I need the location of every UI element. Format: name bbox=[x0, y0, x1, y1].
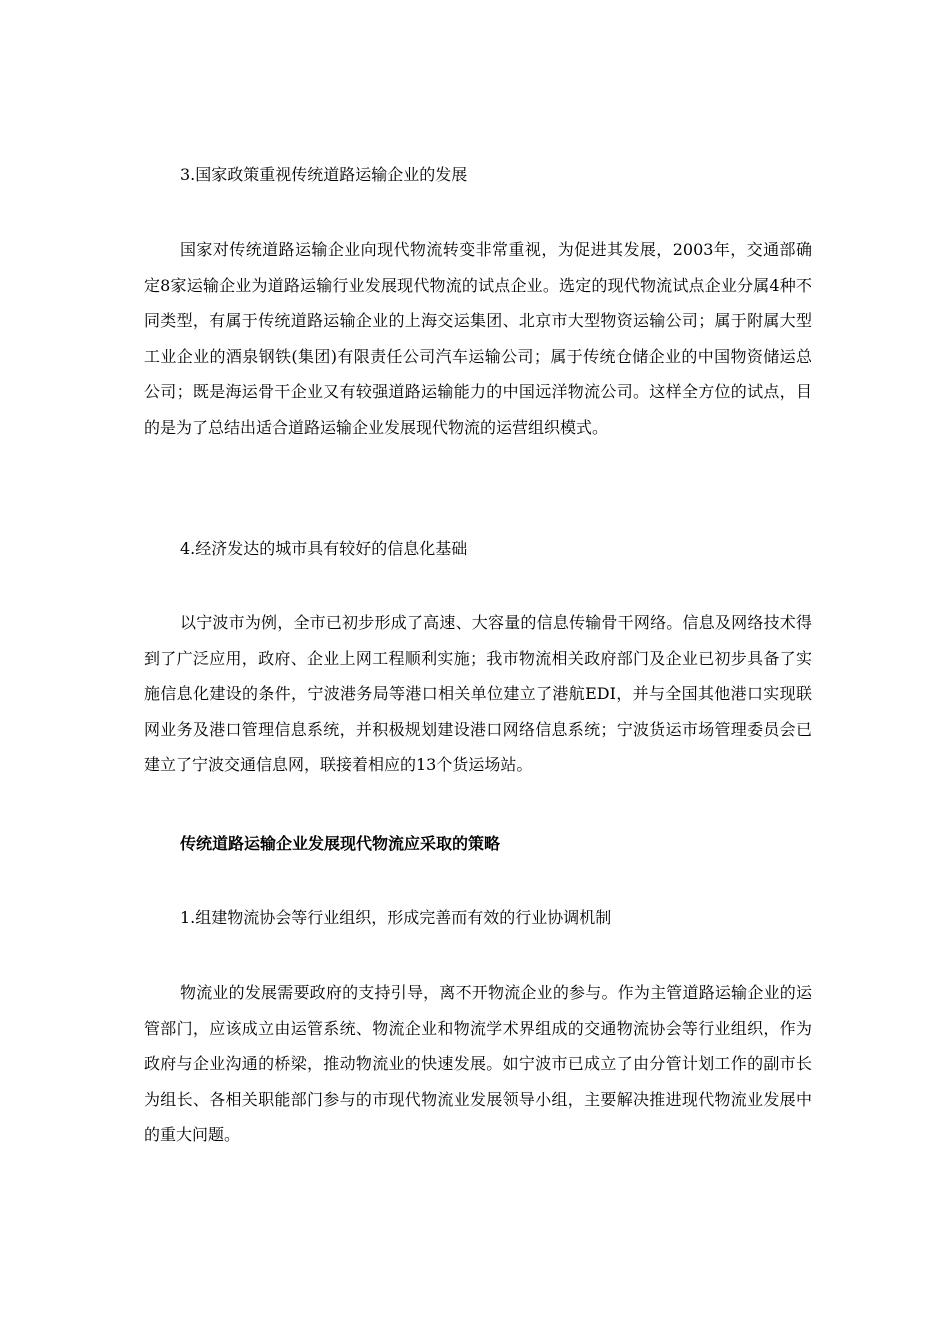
section-heading-strategy: 传统道路运输企业发展现代物流应采取的策略 bbox=[180, 834, 501, 853]
sub-heading-1: 1.组建物流协会等行业组织，形成完善而有效的行业协调机制 bbox=[180, 908, 612, 927]
sub-heading-4: 4.经济发达的城市具有较好的信息化基础 bbox=[180, 539, 468, 558]
paragraph-information: 以宁波市为例，全市已初步形成了高速、大容量的信息传输骨干网络。信息及网络技术得到了广泛应用，政府、企业上网工程顺利实施；我市物流相关政府部门及企业已初步具备了实施信息化建设的条件，宁波港务局等港口相关单位建立了港航EDI，并与全国其他港口实现联网业务及港口管理信息系统，并积极规划建设港口网络信息系统；宁波货运市场管理委员会已建立了宁波交通信息网，联接着相应的13个货运场站。 bbox=[144, 613, 812, 774]
paragraph-policy: 国家对传统道路运输企业向现代物流转变非常重视，为促进其发展，2003年，交通部确定8家运输企业为道路运输行业发展现代物流的试点企业。选定的现代物流试点企业分属4种不同类型，有属于传统道路运输企业的上海交运集团、北京市大型物资运输公司；属于附属大型工业企业的酒泉钢铁(集团)有限责任公司汽车运输公司；属于传统仓储企业的中国物资储运总公司；既是海运骨干企业又有较强道路运输能力的中国远洋物流公司。这样全方位的试点，目的是为了总结出适合道路运输企业发展现代物流的运营组织模式。 bbox=[144, 240, 812, 437]
paragraph-association: 物流业的发展需要政府的支持引导，离不开物流企业的参与。作为主管道路运输企业的运管部门，应该成立由运管系统、物流企业和物流学术界组成的交通物流协会等行业组织，作为政府与企业沟通的桥梁，推动物流业的快速发展。如宁波市已成立了由分管计划工作的副市长为组长、各相关职能部门参与的市现代物流业发展领导小组，主要解决推进现代物流业发展中的重大问题。 bbox=[144, 983, 812, 1144]
sub-heading-3: 3.国家政策重视传统道路运输企业的发展 bbox=[180, 165, 468, 184]
